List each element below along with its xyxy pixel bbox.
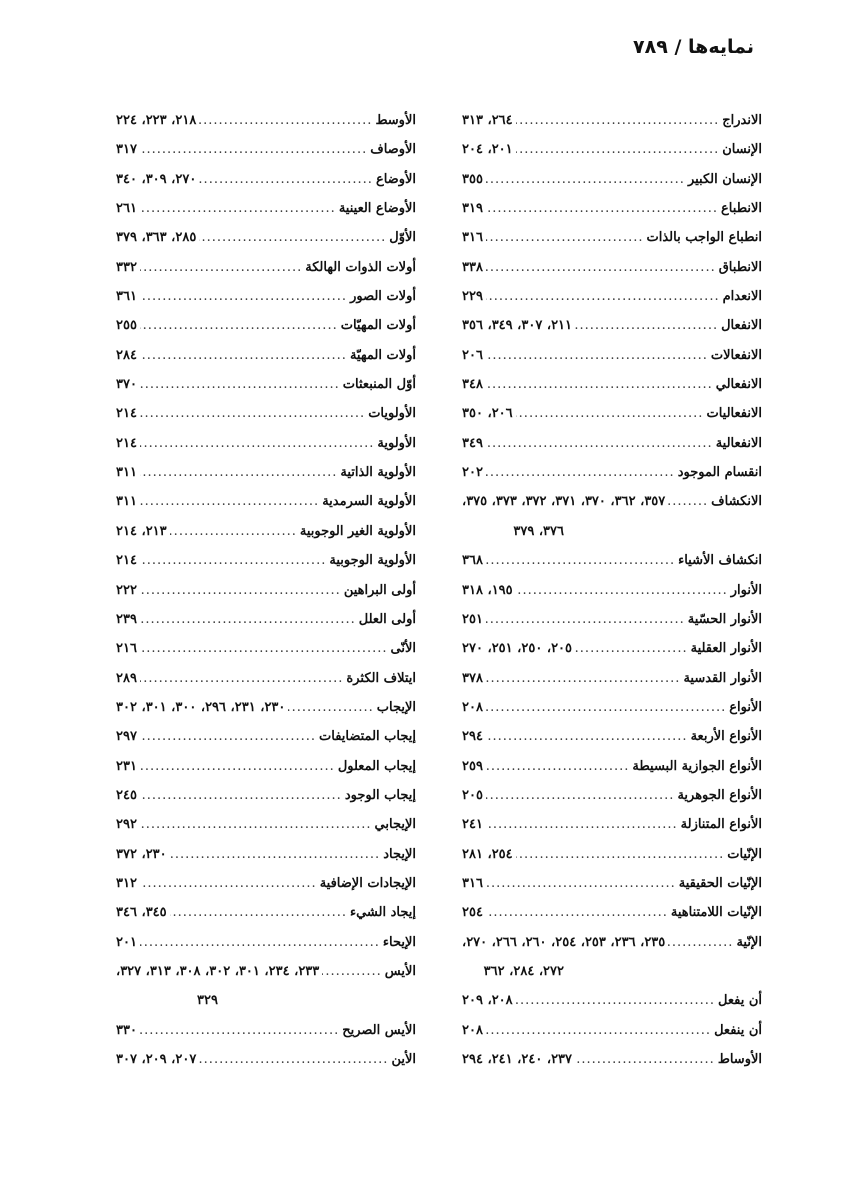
index-term: الانفعالية [715, 435, 762, 451]
dot-leader [140, 1016, 339, 1045]
index-term: الأنواع المتنازلة [680, 817, 762, 833]
index-pages: ٢٣٥، ٢٣٦، ٢٥٣، ٢٥٤، ٢٦٠، ٢٦٦، ٢٧٠، [462, 934, 666, 950]
index-term: الإنّيات الحقيقية [678, 875, 762, 891]
index-entry [116, 634, 416, 663]
dot-leader [486, 869, 676, 898]
running-header [633, 36, 754, 58]
dot-leader [140, 722, 316, 751]
index-entry [462, 194, 762, 223]
index-pages: ٣٧٠ [116, 377, 137, 393]
index-term: أن ينفعل [714, 1022, 762, 1038]
index-term: الأنوار [730, 582, 762, 598]
dot-leader [140, 429, 374, 458]
dot-leader [486, 223, 644, 252]
dot-leader [140, 810, 372, 839]
index-entry [116, 429, 416, 458]
dot-leader [516, 399, 704, 428]
index-entry [116, 928, 416, 957]
index-entry [462, 341, 762, 370]
index-term: الإنّيات اللامتناهية [670, 905, 762, 921]
index-term: الأولوية الوجوبية [329, 553, 416, 569]
index-entry [116, 546, 416, 575]
index-term: الأنوار العقلية [690, 641, 762, 657]
index-entry [116, 605, 416, 634]
index-pages: ٢٠٥، ٢٥٠، ٢٥١، ٢٧٠ [462, 641, 573, 657]
index-pages: ٣٣٢ [116, 259, 137, 275]
index-pages: ٢١٣، ٢١٤ [116, 523, 167, 539]
index-term: الإنسان الكبير [687, 171, 762, 187]
dot-leader [199, 106, 372, 135]
index-pages: ٢٣١ [116, 758, 137, 774]
header-separator: / [674, 36, 682, 58]
index-pages: ٢٠٨ [462, 699, 483, 715]
index-entry [462, 781, 762, 810]
index-entry [462, 576, 762, 605]
index-pages: ٢٤١ [462, 817, 483, 833]
index-entry [116, 341, 416, 370]
index-term: أولات المهيّة [349, 347, 416, 363]
index-term: الأنّى [390, 641, 416, 657]
index-term: إيجاب الوجود [344, 787, 416, 803]
dot-leader [516, 986, 715, 1015]
index-entry [116, 869, 416, 898]
index-pages: ٣١٦ [462, 230, 483, 246]
index-entry [116, 165, 416, 194]
index-term: الاندراج [722, 113, 762, 128]
header-label: نمايه‌ها [688, 36, 754, 58]
index-term: الأوسط [375, 113, 416, 128]
index-entry [462, 223, 762, 252]
index-pages: ٢١٤ [116, 406, 137, 422]
index-pages: ٣١١ [116, 494, 137, 510]
index-entry [462, 722, 762, 751]
index-entry [116, 1016, 416, 1045]
index-entry [116, 458, 416, 487]
index-pages: ٣١٢ [116, 875, 137, 891]
index-pages: ٢٠٨ [462, 1022, 483, 1038]
dot-leader [516, 576, 728, 605]
index-entry [462, 165, 762, 194]
dot-leader [140, 487, 319, 516]
dot-leader [140, 458, 337, 487]
dot-leader [199, 165, 373, 194]
index-pages: ٢٦١ [116, 201, 137, 217]
dot-leader [575, 634, 688, 663]
dot-leader [516, 840, 725, 869]
dot-leader [486, 253, 716, 282]
dot-leader [516, 135, 720, 164]
index-pages: ٢٥٤ [462, 905, 483, 921]
index-entry [116, 1045, 416, 1074]
dot-leader [140, 311, 338, 340]
index-term: الإنّية [736, 934, 762, 950]
index-term: الأنوار الحسّية [687, 611, 762, 627]
index-term: الأوصاف [370, 142, 416, 158]
index-pages: ٣٤٩ [462, 435, 483, 451]
index-term: أولات المهيّات [340, 318, 416, 334]
index-term: الانفعاليات [706, 406, 762, 422]
index-entry [116, 253, 416, 282]
index-entry [462, 928, 762, 957]
dot-leader [140, 781, 342, 810]
index-pages: ٢٩٢ [116, 817, 137, 833]
index-pages: ٢٩٧ [116, 729, 137, 745]
page-number: ٧٨٩ [633, 36, 668, 58]
index-entry [116, 487, 416, 516]
index-pages: ٣٣٨ [462, 259, 483, 275]
index-entry [462, 399, 762, 428]
index-pages: ٢٠١، ٢٠٤ [462, 142, 513, 158]
dot-leader [486, 693, 726, 722]
dot-leader [668, 928, 733, 957]
index-term: الانفعال [721, 318, 762, 334]
dot-leader [140, 664, 343, 693]
index-entry [462, 546, 762, 575]
dot-leader [486, 605, 685, 634]
index-pages: ٣٦١ [116, 289, 137, 305]
index-entry [116, 135, 416, 164]
dot-leader [140, 194, 336, 223]
index-entry [462, 840, 762, 869]
index-term: الأنواع [729, 699, 762, 715]
index-term: الإنّيات [727, 846, 762, 862]
index-pages: ٢٠٥ [462, 787, 483, 803]
dot-leader [170, 840, 381, 869]
index-column-left [116, 106, 416, 1074]
index-pages: ٢١٤ [116, 435, 137, 451]
index-pages: ٣٧٨ [462, 670, 483, 686]
index-pages: ٣١٩ [462, 201, 483, 217]
index-pages: ٣١١ [116, 465, 137, 481]
index-entry [462, 135, 762, 164]
index-entry [116, 693, 416, 722]
index-term: الانطباع [721, 201, 762, 217]
index-term: الأنواع الجوازية البسيطة [632, 758, 762, 774]
index-pages: ٢٤٥ [116, 787, 137, 803]
index-entry [462, 106, 762, 135]
index-pages: ١٩٥، ٣١٨ [462, 582, 513, 598]
index-pages: ٢٩٤ [462, 729, 483, 745]
index-pages: ٢١٤ [116, 553, 137, 569]
index-pages: ٢٠٨، ٢٠٩ [462, 993, 513, 1009]
index-entry [116, 664, 416, 693]
dot-leader [140, 341, 347, 370]
index-term: أولات الصور [350, 289, 416, 305]
dot-leader [486, 429, 713, 458]
index-term: إيجاب المعلول [337, 758, 416, 774]
index-entry [116, 370, 416, 399]
dot-leader [486, 752, 629, 781]
index-term: الأيس الصريح [342, 1022, 416, 1038]
index-entry [462, 282, 762, 311]
index-pages: ٢٠٦، ٣٥٠ [462, 406, 513, 422]
dot-leader [516, 106, 720, 135]
dot-leader [140, 576, 341, 605]
index-term: الانفعالي [715, 377, 762, 393]
index-pages: ٣٤٥، ٣٤٦ [116, 905, 167, 921]
index-pages: ٣٥٥ [462, 171, 483, 187]
index-pages: ٢٣٩ [116, 611, 137, 627]
index-term: الأولوية الذاتية [340, 465, 416, 481]
index-entry [462, 487, 762, 516]
index-entry [116, 722, 416, 751]
index-term: انكشاف الأشياء [678, 553, 762, 569]
index-pages: ٢٨٤ [116, 347, 137, 363]
index-entry [116, 106, 416, 135]
dot-leader [486, 458, 675, 487]
dot-leader [486, 341, 708, 370]
dot-leader [140, 253, 302, 282]
dot-leader [140, 869, 317, 898]
dot-leader [140, 282, 347, 311]
index-entry [462, 693, 762, 722]
index-term: الأيس [384, 963, 416, 979]
index-pages: ٢٣٧، ٢٤٠، ٢٤١، ٢٩٤ [462, 1052, 573, 1067]
dot-leader [486, 898, 668, 927]
index-term: انطباع الواجب بالذات [646, 230, 762, 246]
index-pages: ٢٠٦ [462, 347, 483, 363]
dot-leader [170, 517, 297, 546]
index-term: الأولوية الغير الوجوبية [299, 523, 416, 539]
index-term: الأين [391, 1052, 416, 1067]
index-pages: ٢٢٢ [116, 582, 137, 598]
index-term: الانكشاف [711, 494, 762, 510]
index-entry [116, 840, 416, 869]
dot-leader [140, 928, 380, 957]
index-term: أولى العلل [358, 611, 416, 627]
index-entry [462, 311, 762, 340]
index-term: الإيجابي [374, 817, 416, 833]
index-entry [462, 634, 762, 663]
index-pages: ٢٨٩ [116, 670, 137, 686]
index-pages: ٢٣٣، ٢٣٤، ٣٠١، ٣٠٢، ٣٠٨، ٣١٣، ٣٢٧، [116, 963, 320, 979]
index-entry [116, 517, 416, 546]
dot-leader [140, 605, 356, 634]
index-term: الإيجاب [376, 699, 416, 715]
dot-leader [486, 165, 685, 194]
index-term: أولى البراهين [343, 582, 416, 598]
index-entry [116, 194, 416, 223]
index-term: الأولوية السرمدية [322, 494, 416, 510]
dot-leader [575, 1045, 715, 1074]
index-pages: ٢١٨، ٢٢٣، ٢٢٤ [116, 113, 197, 128]
index-pages: ٢٦٤، ٣١٣ [462, 113, 513, 128]
index-pages: ٢٥١ [462, 611, 483, 627]
dot-leader [486, 546, 675, 575]
index-term: الأوضاع العينية [338, 201, 416, 217]
dot-leader [199, 1045, 388, 1074]
dot-leader [140, 370, 340, 399]
index-term: الأولويات [368, 406, 416, 422]
index-pages: ٢١١، ٣٠٧، ٣٤٩، ٣٥٦ [462, 318, 573, 334]
index-entry [462, 1045, 762, 1074]
index-pages: ٣٣٠ [116, 1022, 137, 1038]
index-entry [116, 810, 416, 839]
dot-leader [486, 781, 674, 810]
index-pages: ٢٠٧، ٢٠٩، ٣٠٧ [116, 1052, 197, 1067]
index-term: الانطباق [718, 259, 762, 275]
index-entry [462, 458, 762, 487]
index-term: الانعدام [722, 289, 762, 305]
index-pages: ٣٦٨ [462, 553, 483, 569]
index-term: الإنسان [722, 142, 762, 158]
index-entry [462, 869, 762, 898]
index-column-right [462, 106, 762, 1074]
index-term: الأنواع الجوهرية [677, 787, 762, 803]
index-entry [462, 986, 762, 1015]
index-pages-continuation: ٣٢٩ [197, 993, 218, 1009]
index-pages: ٣١٦ [462, 875, 483, 891]
dot-leader [486, 194, 718, 223]
index-term: الإيجادات الإضافية [319, 875, 416, 891]
index-pages: ٣١٧ [116, 142, 137, 158]
index-entry [116, 311, 416, 340]
index-term: أولات الذوات الهالكة [305, 259, 416, 275]
index-term: أوّل المنبعثات [342, 377, 416, 393]
index-entry [116, 781, 416, 810]
dot-leader [140, 634, 388, 663]
index-pages-continuation: ٢٧٢، ٢٨٤، ٣٦٢ [483, 963, 564, 979]
index-pages: ٢٨٥، ٣٦٣، ٣٧٩ [116, 230, 197, 246]
index-pages: ٢٠٢ [462, 465, 483, 481]
index-pages: ٢٧٠، ٣٠٩، ٣٤٠ [116, 171, 197, 187]
index-entry [462, 1016, 762, 1045]
dot-leader [322, 957, 382, 986]
index-pages-continuation: ٣٧٦، ٣٧٩ [513, 523, 564, 539]
index-entry [462, 752, 762, 781]
dot-leader [486, 664, 681, 693]
dot-leader [170, 898, 347, 927]
index-entry [116, 957, 416, 986]
index-term: إيجاب المتضايفات [319, 729, 416, 745]
dot-leader [486, 810, 678, 839]
index-pages: ٢٣٠، ٣٧٢ [116, 846, 167, 862]
index-term: إيجاد الشيء [349, 905, 416, 921]
dot-leader [288, 693, 373, 722]
index-entry [116, 752, 416, 781]
dot-leader [140, 546, 326, 575]
index-entry [116, 282, 416, 311]
dot-leader [668, 487, 708, 516]
index-pages: ٢٠١ [116, 934, 137, 950]
index-pages: ٣٤٨ [462, 377, 483, 393]
index-entry [116, 223, 416, 252]
index-pages: ٣٥٧، ٣٦٢، ٣٧٠، ٣٧١، ٣٧٢، ٣٧٣، ٣٧٥، [462, 494, 666, 510]
dot-leader [575, 311, 718, 340]
index-term: الانفعالات [710, 347, 762, 363]
index-entry [116, 898, 416, 927]
dot-leader [199, 223, 386, 252]
dot-leader [486, 722, 688, 751]
index-pages: ٢١٦ [116, 641, 137, 657]
index-term: الأوضاع [375, 171, 416, 187]
dot-leader [486, 1016, 711, 1045]
index-entry [462, 898, 762, 927]
index-entry [462, 810, 762, 839]
index-entry [462, 605, 762, 634]
index-pages: ٢٥٥ [116, 318, 137, 334]
index-term: الإيحاء [382, 934, 416, 950]
index-entry [462, 429, 762, 458]
index-term: الأولوية [377, 435, 416, 451]
index-term: ايتلاف الكثرة [346, 670, 416, 686]
index-entry [462, 253, 762, 282]
index-pages: ٢٣٠، ٢٣١، ٢٩٦، ٣٠٠، ٣٠١، ٣٠٢ [116, 699, 286, 715]
dot-leader [140, 135, 367, 164]
dot-leader [486, 370, 713, 399]
index-term: الأنوار القدسية [683, 670, 762, 686]
index-term: أن يفعل [718, 993, 762, 1009]
dot-leader [486, 282, 720, 311]
index-term: الأوساط [717, 1052, 762, 1067]
index-entry [462, 664, 762, 693]
index-term: الإيجاد [383, 846, 416, 862]
index-term: الأنواع الأربعة [690, 729, 762, 745]
index-pages: ٢٥٩ [462, 758, 483, 774]
index-entry [462, 370, 762, 399]
index-term: الأوّل [389, 230, 416, 246]
dot-leader [140, 399, 365, 428]
index-pages: ٢٢٩ [462, 289, 483, 305]
dot-leader [140, 752, 335, 781]
index-entry [116, 399, 416, 428]
index-pages: ٢٥٤، ٢٨١ [462, 846, 513, 862]
index-term: انقسام الموجود [677, 465, 762, 481]
index-entry [116, 576, 416, 605]
